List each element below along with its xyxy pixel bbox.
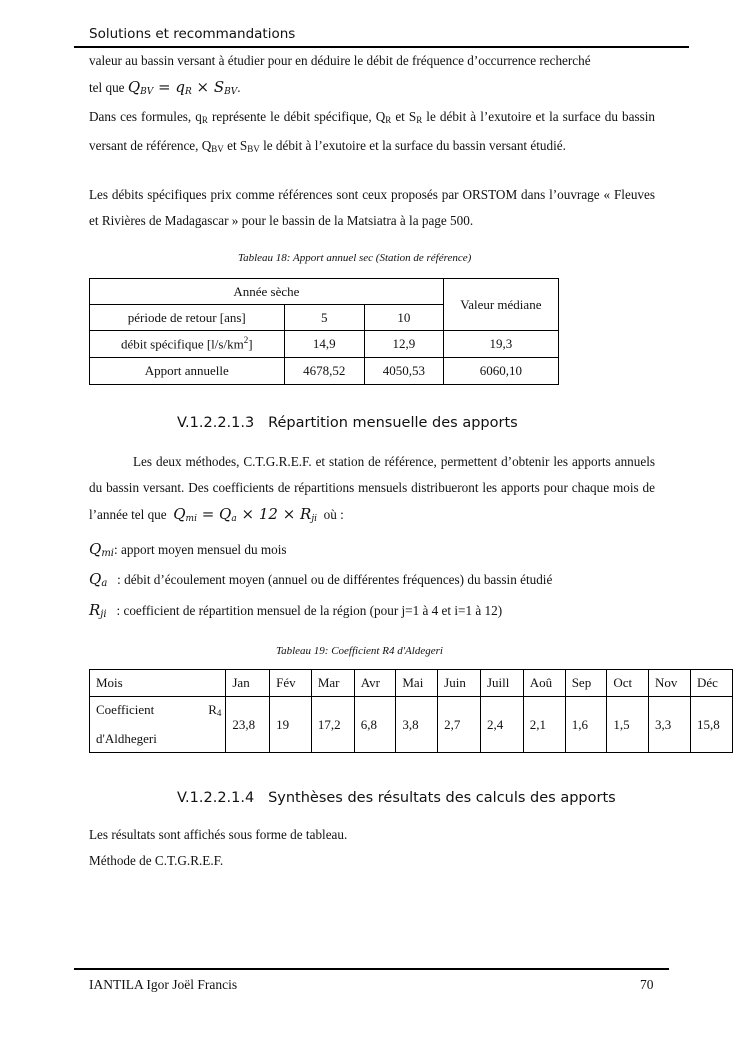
month-header: Juin — [438, 670, 481, 697]
running-header: Solutions et recommandations — [89, 26, 296, 42]
header-valeur-mediane: Valeur médiane — [443, 279, 558, 331]
month-header: Mar — [311, 670, 354, 697]
section-heading-syntheses — [177, 790, 616, 806]
coefficient-value: 2,1 — [523, 697, 565, 753]
row-label-periode: période de retour [ans] — [90, 305, 285, 331]
paragraph-intro: valeur au bassin versant à étudier pour en déduire le débit de fréquence d’occurrence recherché tel que $Q_{BV} = q_R \times S_{BV}$. — [89, 53, 591, 97]
header-mois: Mois — [90, 670, 226, 697]
month-header: Déc — [690, 670, 732, 697]
section-number: V.1.2.2.1.3 — [177, 415, 255, 431]
definition-qmi: $Q_{mi}$: apport moyen mensuel du mois — [89, 540, 287, 559]
table18-caption: Tableau 18: Apport annuel sec (Station de référence) — [238, 252, 472, 264]
table-coefficient-r4 — [89, 669, 733, 753]
month-header: Mai — [396, 670, 438, 697]
month-header: Oct — [607, 670, 649, 697]
coefficient-value: 6,8 — [354, 697, 396, 753]
coefficient-value: 1,5 — [607, 697, 649, 753]
page-number: 70 — [640, 977, 654, 992]
formula-qbv: $Q_{BV} = q_R \times S_{BV}$ — [127, 78, 238, 97]
coefficient-value: 2,4 — [480, 697, 523, 753]
cell-periode-10: 10 — [365, 305, 444, 331]
footer-author: IANTILA Igor Joël Francis — [89, 977, 238, 992]
month-header: Aoû — [523, 670, 565, 697]
definition-qa: $Q_a$ : débit d’écoulement moyen (annuel ou de différentes fréquences) du bassin étudié — [89, 570, 553, 589]
paragraph-formula-explanation: Dans ces formules, $q_R$ représente le débit spécifique, $Q_R$ et $S_R$ le débit à l’exutoire et la surface du bassin versant de référence, $Q_{BV}$ et $S_{BV}$ le débit à l’exutoire et la surface du bassin versant étudié. — [89, 109, 655, 154]
month-header: Jan — [226, 670, 270, 697]
formula-qmi: $Q_{mi} = Q_a \times 12 \times R_{ji}$ — [173, 505, 317, 524]
section-title: Synthèses des résultats des calculs des apports — [268, 790, 616, 806]
cell-apport-median: 6060,10 — [443, 358, 558, 385]
coefficient-value: 1,6 — [565, 697, 607, 753]
coefficient-value: 15,8 — [690, 697, 732, 753]
row-label-coefficient: Coefficient $R_4$ d'Aldhegeri — [90, 697, 226, 753]
header-annee-seche: Année sèche — [90, 279, 444, 305]
cell-debit-5: 14,9 — [284, 331, 365, 358]
cell-periode-5: 5 — [284, 305, 365, 331]
coefficient-value: 3,3 — [649, 697, 691, 753]
coefficient-value: 23,8 — [226, 697, 270, 753]
month-header: Fév — [270, 670, 312, 697]
row-label-debit: débit spécifique $[l/s/km^2]$ — [90, 331, 285, 358]
month-header: Avr — [354, 670, 396, 697]
cell-debit-10: 12,9 — [365, 331, 444, 358]
coefficient-value: 2,7 — [438, 697, 481, 753]
month-header: Nov — [649, 670, 691, 697]
definition-rji: $R_{ji}$ : coefficient de répartition mensuel de la région (pour j=1 à 4 et i=1 à 12) — [89, 601, 503, 620]
cell-debit-median: 19,3 — [443, 331, 558, 358]
row-label-apport: Apport annuelle — [90, 358, 285, 385]
coefficient-value: 19 — [270, 697, 312, 753]
section-title: Répartition mensuelle des apports — [268, 415, 518, 431]
month-header: Juill — [480, 670, 523, 697]
paragraph-results: Les résultats sont affichés sous forme de tableau. — [89, 827, 348, 842]
coefficient-value: 3,8 — [396, 697, 438, 753]
cell-apport-10: 4050,53 — [365, 358, 444, 385]
paragraph-method-ctgref: Méthode de C.T.G.R.E.F. — [89, 853, 224, 868]
month-header: Sep — [565, 670, 607, 697]
section-number: V.1.2.2.1.4 — [177, 790, 255, 806]
table19-caption: Tableau 19: Coefficient R4 d'Aldegeri — [276, 645, 443, 657]
section-heading-repartition — [177, 415, 518, 431]
table-apport-annuel — [89, 278, 559, 385]
cell-apport-5: 4678,52 — [284, 358, 365, 385]
paragraph-methods: Les deux méthodes, C.T.G.R.E.F. et station de référence, permettent d’obtenir les apports annuels du bassin versant. Des coefficients de répartitions mensuels distribueront les apports pour chaque mois de l’année tel que $Q_{mi} = Q_a \times 12 \times R_{ji}$ où : — [89, 454, 655, 524]
footer-rule — [74, 968, 669, 970]
paragraph-text: valeur au bassin versant à étudier pour en déduire le débit de fréquence d’occurrence recherché — [89, 53, 591, 68]
tel-que-text: tel que — [89, 80, 125, 95]
coefficient-value: 17,2 — [311, 697, 354, 753]
paragraph-references: Les débits spécifiques prix comme références sont ceux proposés par ORSTOM dans l’ouvrage « Fleuves et Rivières de Madagascar » pour le bassin de la Matsiatra à la page 500. — [89, 187, 655, 228]
